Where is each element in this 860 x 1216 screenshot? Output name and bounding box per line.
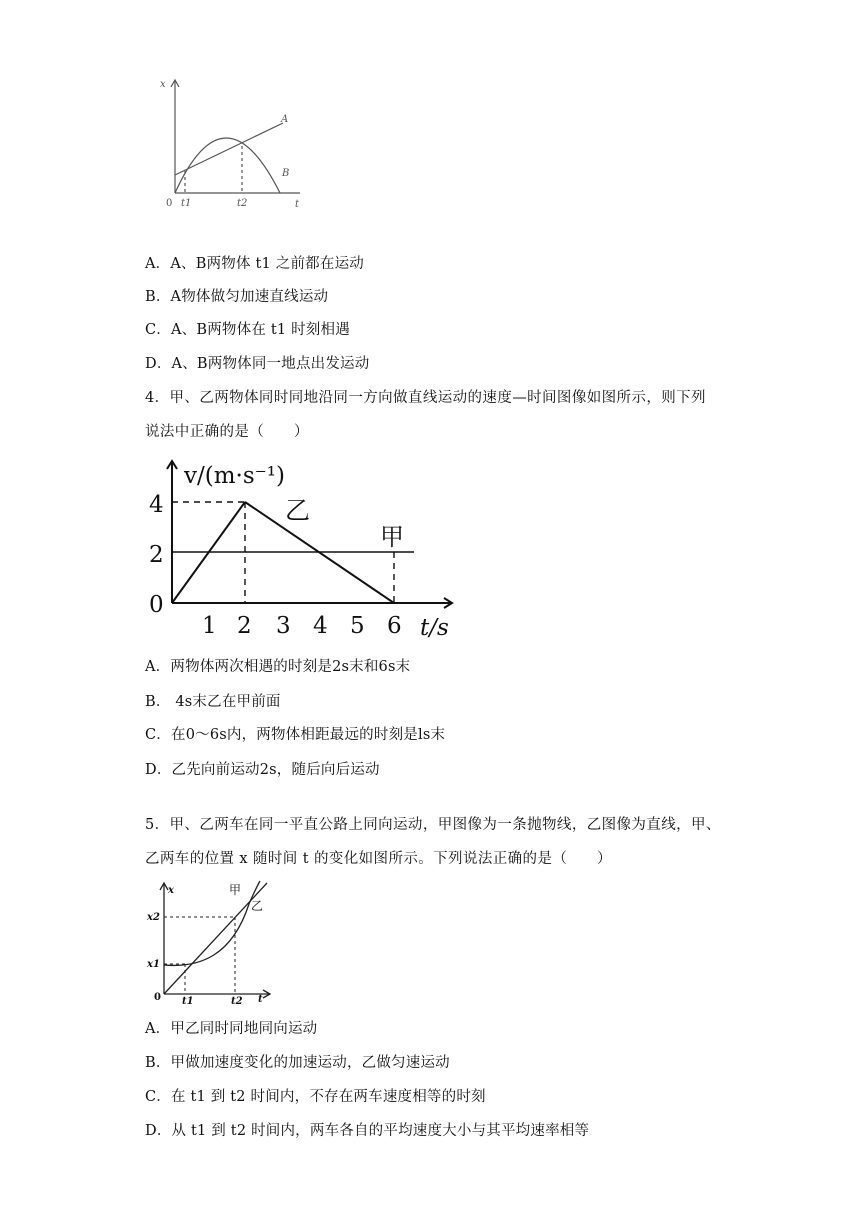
figure1-label-b: B xyxy=(282,168,290,179)
q4-stem-line1: 4．甲、乙两物体同时同地沿同一方向做直线运动的速度—时间图像如图所示，则下列 xyxy=(145,390,706,406)
figure2-ylabel: v/(m·s⁻¹) xyxy=(184,463,285,489)
figure3-x1: x1 xyxy=(147,959,160,970)
q4-stem-line2: 说法中正确的是（ ） xyxy=(145,424,309,440)
q5-option-d: D．从 t1 到 t2 时间内，两车各自的平均速度大小与其平均速率相等 xyxy=(145,1123,590,1139)
figure3-label-jia: 甲 xyxy=(229,883,242,897)
figure1-curve-b xyxy=(175,138,280,193)
figure3-t1: t1 xyxy=(182,996,194,1006)
q5-option-c: C．在 t1 到 t2 时间内，不存在两车速度相等的时刻 xyxy=(145,1089,486,1105)
q5-stem-line2: 乙两车的位置 x 随时间 t 的变化如图所示。下列说法正确的是（ ） xyxy=(145,851,612,867)
q4-option-b: B． 4s末乙在甲前面 xyxy=(145,694,281,710)
figure2-xtick-2: 2 xyxy=(237,613,252,639)
q4-option-a: A．两物体两次相遇的时刻是2s末和6s末 xyxy=(145,659,411,675)
figure3-origin: 0 xyxy=(154,992,161,1003)
q3-option-a: A．A、B两物体 t1 之前都在运动 xyxy=(145,256,364,272)
q5-option-a: A．甲乙同时同地同向运动 xyxy=(145,1021,318,1037)
figure2-xtick-3: 3 xyxy=(276,613,291,639)
figure2-xtick-6: 6 xyxy=(387,613,402,639)
figure1-label-a: A xyxy=(281,114,289,125)
figure2-label-yi: 乙 xyxy=(285,496,311,525)
q5-option-b: B．甲做加速度变化的加速运动，乙做匀速运动 xyxy=(145,1055,450,1071)
figure1-t1: t1 xyxy=(181,198,192,209)
figure-vt-jia-yi xyxy=(140,455,470,640)
q3-option-c: C．A、B两物体在 t1 时刻相遇 xyxy=(145,322,350,338)
q3-option-b: B．A物体做匀加速直线运动 xyxy=(145,289,329,305)
figure1-y-label: x xyxy=(160,79,166,90)
figure2-xlabel: t/s xyxy=(420,615,449,640)
figure2-ytick-2: 2 xyxy=(149,542,164,568)
figure2-label-jia: 甲 xyxy=(380,523,404,551)
figure-xt-ab xyxy=(150,75,320,215)
figure3-x2: x2 xyxy=(147,912,160,923)
figure1-t2: t2 xyxy=(237,198,248,209)
q4-option-d: D．乙先向前运动2s，随后向后运动 xyxy=(145,762,380,778)
figure2-ytick-0: 0 xyxy=(149,592,164,618)
q4-option-c: C．在0～6s内，两物体相距最远的时刻是ls末 xyxy=(145,727,446,743)
figure2-xtick-4: 4 xyxy=(313,613,328,639)
figure3-label-yi: 乙 xyxy=(251,899,264,913)
q3-option-d: D．A、B两物体同一地点出发运动 xyxy=(145,356,370,372)
figure3-curve-jia xyxy=(164,881,260,965)
figure2-xtick-1: 1 xyxy=(202,613,217,639)
figure3-t2: t2 xyxy=(231,996,243,1006)
figure1-x-label: t xyxy=(295,199,300,210)
figure3-x-label: t xyxy=(258,994,263,1005)
figure3-y-label: x xyxy=(168,885,174,896)
figure2-xtick-5: 5 xyxy=(350,613,365,639)
figure1-origin: 0 xyxy=(166,198,173,209)
figure1-line-a xyxy=(175,123,283,175)
q5-stem-line1: 5．甲、乙两车在同一平直公路上同向运动，甲图像为一条抛物线，乙图像为直线，甲、 xyxy=(145,817,721,833)
figure2-ytick-4: 4 xyxy=(149,492,164,518)
figure-xt-jia-yi xyxy=(140,878,280,1006)
